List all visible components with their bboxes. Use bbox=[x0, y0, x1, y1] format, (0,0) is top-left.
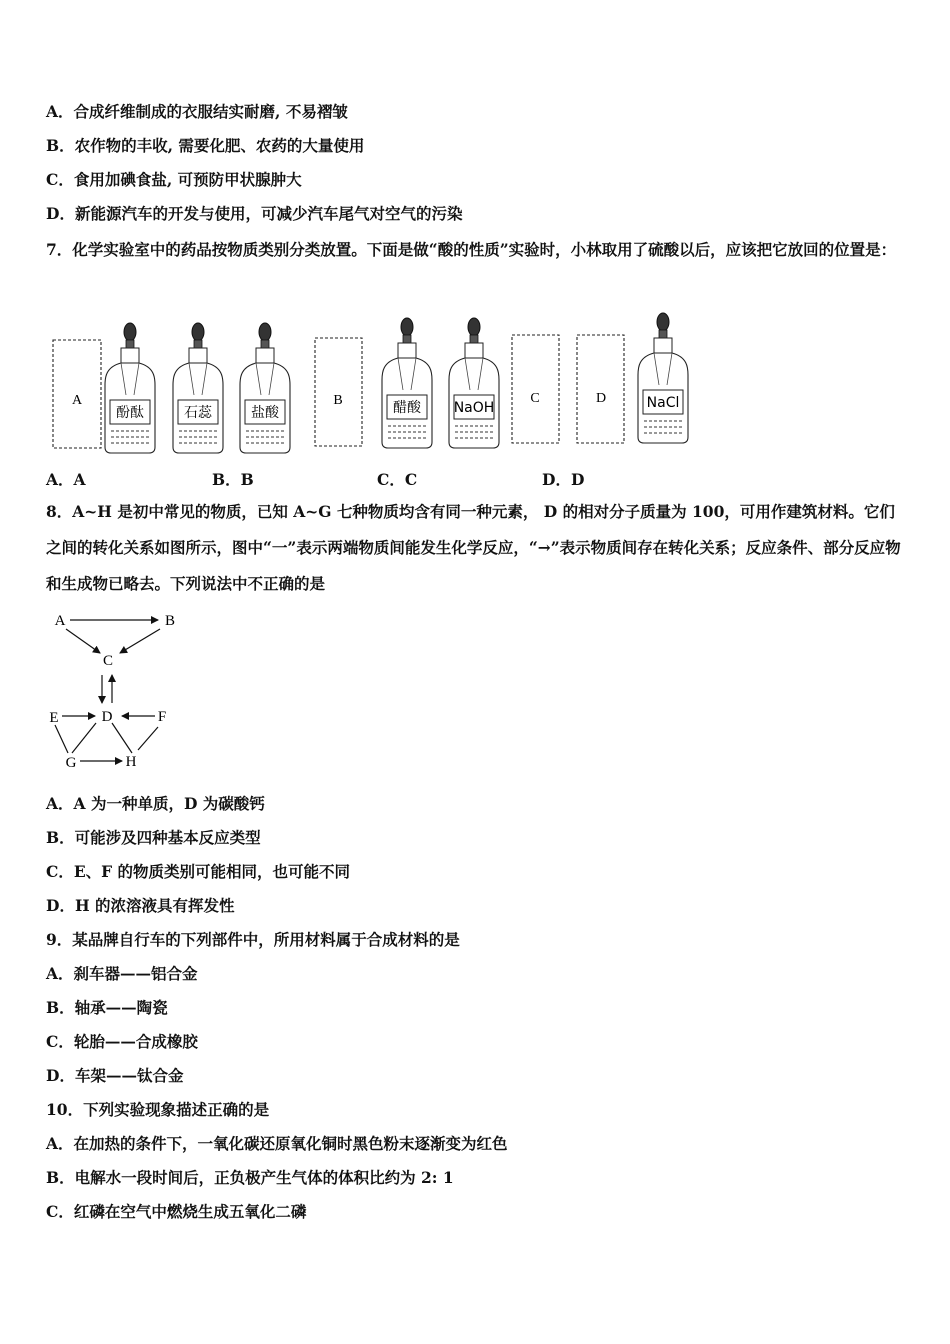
bottle-label: NaOH bbox=[453, 400, 495, 416]
slot-c-box bbox=[512, 335, 559, 443]
q9-option-c: C．轮胎——合成橡胶 bbox=[46, 1032, 198, 1051]
q8-option-c: C．E、F 的物质类别可能相同，也可能不同 bbox=[46, 862, 351, 881]
node-c: C bbox=[102, 653, 114, 669]
q7-option-b: B．B bbox=[212, 470, 254, 489]
edge-f-h bbox=[138, 727, 158, 750]
q8-stem: 8．A~H 是初中常见的物质，已知 A~G 七种物质均含有同一种元素， D 的相对分子质量为 100，可用作建筑材料。它们之间的转化关系如图所示，图中“一”表示两端物质间能发生化学反应，“→”表示物质间存在转化关系；反应条件、部分反应物和生成物已略去。下列说法中不正确的是 bbox=[46, 502, 901, 593]
q8-option-d: D．H 的浓溶液具有挥发性 bbox=[46, 896, 235, 915]
slot-a-label: A bbox=[71, 393, 83, 408]
reagent-bottle bbox=[449, 318, 499, 448]
q8-option-a: A．A 为一种单质，D 为碳酸钙 bbox=[46, 794, 265, 813]
node-f: F bbox=[157, 709, 167, 725]
edge-b-c bbox=[120, 629, 160, 653]
reagent-bottle bbox=[382, 318, 432, 448]
bottle-label: 盐酸 bbox=[251, 405, 279, 421]
q7-option-d: D．D bbox=[542, 470, 585, 489]
reagent-bottle bbox=[173, 323, 223, 453]
slot-b-label: B bbox=[333, 393, 343, 408]
q9-stem: 9．某品牌自行车的下列部件中，所用材料属于合成材料的是 bbox=[46, 930, 460, 949]
q6-option-d: D．新能源汽车的开发与使用，可减少汽车尾气对空气的污染 bbox=[46, 204, 463, 223]
q10-option-a: A．在加热的条件下，一氧化碳还原氧化铜时黑色粉末逐渐变为红色 bbox=[46, 1134, 508, 1153]
node-h: H bbox=[125, 754, 137, 770]
slot-d-label: D bbox=[595, 391, 607, 406]
node-a: A bbox=[54, 613, 66, 629]
reagent-shelf-figure bbox=[50, 305, 700, 455]
q10-option-c: C．红磷在空气中燃烧生成五氧化二磷 bbox=[46, 1202, 307, 1221]
q9-option-a: A．刹车器——铝合金 bbox=[46, 964, 198, 983]
edge-a-c bbox=[66, 629, 100, 653]
node-b: B bbox=[164, 613, 176, 629]
slot-b-box bbox=[315, 338, 362, 446]
q6-option-b: B．农作物的丰收, 需要化肥、农药的大量使用 bbox=[46, 136, 365, 155]
bottle-label: 石蕊 bbox=[184, 405, 212, 421]
reagent-bottle bbox=[240, 323, 290, 453]
q6-option-c: C．食用加碘食盐, 可预防甲状腺肿大 bbox=[46, 170, 302, 189]
bottle-label: 酚酞 bbox=[116, 405, 144, 421]
bottle-label: 醋酸 bbox=[393, 400, 421, 416]
q6-option-a: A．合成纤维制成的衣服结实耐磨, 不易褶皱 bbox=[46, 102, 348, 121]
q10-option-b: B．电解水一段时间后，正负极产生气体的体积比约为 2: 1 bbox=[46, 1168, 454, 1187]
conversion-diagram bbox=[40, 605, 240, 780]
bottle-label: NaCl bbox=[646, 395, 680, 411]
q8-option-b: B．可能涉及四种基本反应类型 bbox=[46, 828, 261, 847]
slot-c-label: C bbox=[530, 391, 540, 406]
q7-stem: 7．化学实验室中的药品按物质类别分类放置。下面是做“酸的性质”实验时，小林取用了硫酸以后，应该把它放回的位置是： bbox=[46, 240, 897, 259]
node-e: E bbox=[49, 710, 59, 726]
reagent-bottle bbox=[638, 313, 688, 443]
q7-option-a: A．A bbox=[46, 470, 86, 489]
q9-option-b: B．轴承——陶瓷 bbox=[46, 998, 168, 1017]
q9-option-d: D．车架——钛合金 bbox=[46, 1066, 184, 1085]
slot-d-box bbox=[577, 335, 624, 443]
q7-option-c: C．C bbox=[377, 470, 418, 489]
edge-e-g bbox=[55, 725, 68, 753]
node-g: G bbox=[65, 755, 77, 771]
node-d: D bbox=[101, 709, 113, 725]
reagent-bottle bbox=[105, 323, 155, 453]
edge-d-g bbox=[72, 723, 96, 753]
q10-stem: 10．下列实验现象描述正确的是 bbox=[46, 1100, 270, 1119]
edge-d-h bbox=[112, 723, 132, 753]
